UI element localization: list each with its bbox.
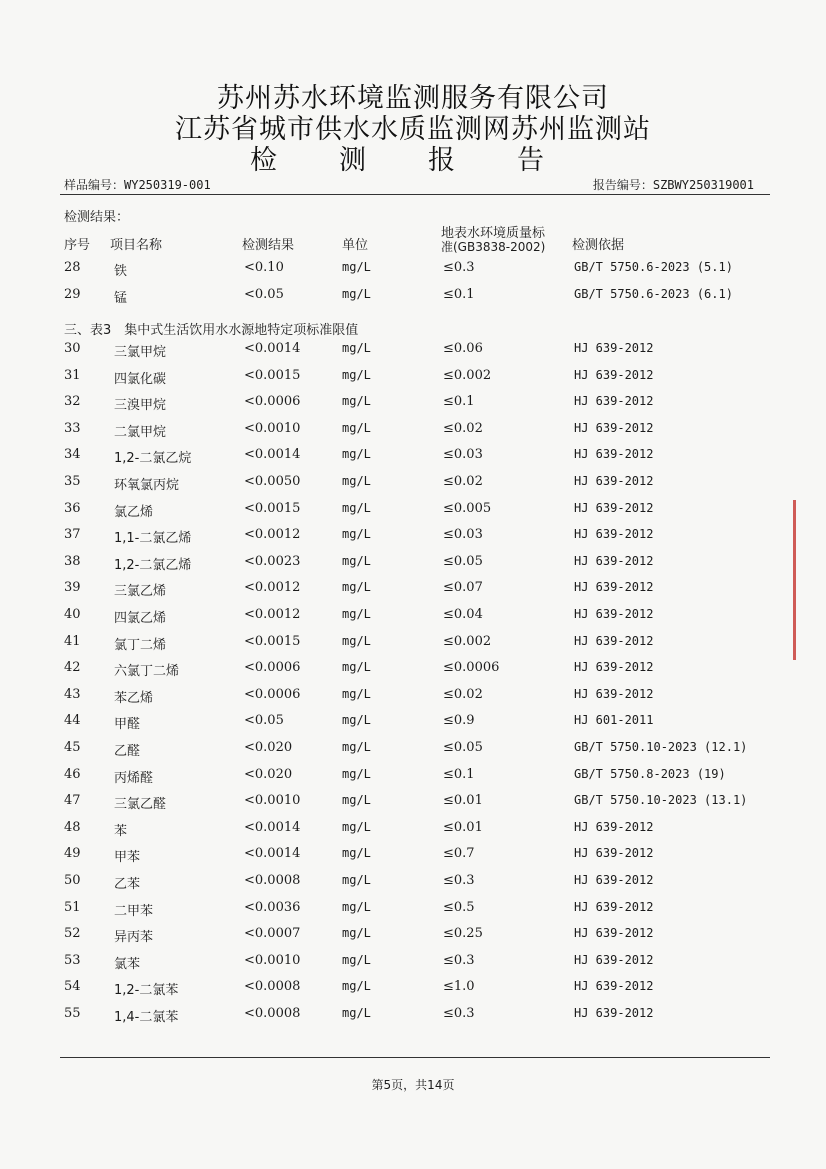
unit: mg/L [342, 367, 371, 382]
result-value: <0.0015 [244, 500, 301, 516]
row-number: 51 [64, 899, 81, 915]
item-name: 1,1-二氯乙烯 [114, 531, 192, 547]
item-name: 氯丁二烯 [114, 637, 167, 653]
result-value: <0.0014 [244, 846, 301, 862]
table-row [0, 713, 826, 735]
row-number: 33 [64, 420, 81, 436]
result-value: <0.0015 [244, 367, 301, 383]
unit: mg/L [342, 686, 371, 701]
table-row [0, 287, 826, 309]
unit: mg/L [342, 846, 371, 861]
test-basis: HJ 601-2011 [574, 713, 654, 728]
standard-limit: ≤0.01 [443, 819, 483, 835]
unit: mg/L [342, 766, 371, 781]
standard-limit: ≤1.0 [443, 979, 475, 995]
test-basis: HJ 639-2012 [574, 580, 654, 595]
row-number: 54 [64, 979, 81, 995]
item-name: 四氯化碳 [114, 371, 167, 387]
test-basis: HJ 639-2012 [574, 686, 654, 701]
table-row [0, 394, 826, 416]
standard-limit: ≤0.06 [443, 341, 483, 356]
unit: mg/L [342, 979, 371, 994]
row-number: 37 [64, 527, 81, 543]
result-value: <0.020 [244, 740, 293, 755]
col-basis: 检测依据 [572, 238, 625, 253]
unit: mg/L [342, 553, 371, 568]
item-name: 氯苯 [114, 956, 141, 972]
company-name: 苏州苏水环境监测服务有限公司 [217, 83, 609, 114]
result-value: <0.0006 [244, 686, 301, 702]
item-name: 1,4-二氯苯 [114, 1010, 179, 1025]
unit: mg/L [342, 633, 371, 648]
unit: mg/L [342, 952, 371, 967]
section-title: 三、表3 集中式生活饮用水水源地特定项标准限值 [64, 323, 359, 338]
report-title: 检测报告 [250, 145, 606, 176]
item-name: 1,2-二氯苯 [114, 983, 179, 999]
result-value: <0.10 [244, 260, 284, 275]
table-row [0, 554, 826, 576]
item-name: 铁 [114, 264, 128, 279]
result-value: <0.0010 [244, 952, 301, 968]
standard-limit: ≤0.3 [443, 873, 475, 888]
item-name: 三氯甲烷 [114, 345, 167, 360]
unit: mg/L [342, 527, 371, 542]
standard-limit: ≤0.0006 [443, 660, 500, 676]
standard-limit: ≤0.9 [443, 713, 475, 729]
standard-limit: ≤0.3 [443, 1006, 475, 1021]
row-number: 30 [64, 341, 81, 356]
row-number: 50 [64, 873, 81, 888]
table-row [0, 447, 826, 469]
result-value: <0.0006 [244, 660, 301, 676]
test-basis: GB/T 5750.10-2023 (12.1) [574, 740, 748, 754]
standard-limit: ≤0.03 [443, 527, 483, 543]
item-name: 四氯乙烯 [114, 611, 167, 626]
test-basis: HJ 639-2012 [574, 1006, 654, 1020]
test-basis: HJ 639-2012 [574, 367, 654, 382]
standard-limit: ≤0.05 [443, 553, 483, 569]
result-value: <0.0006 [244, 394, 301, 410]
col-result: 检测结果 [242, 238, 295, 253]
unit: mg/L [342, 607, 371, 621]
table-row [0, 527, 826, 549]
item-name: 乙醛 [114, 744, 141, 759]
result-value: <0.0008 [244, 873, 301, 888]
row-number: 39 [64, 580, 81, 596]
test-basis: HJ 639-2012 [574, 420, 654, 435]
table-row [0, 900, 826, 922]
test-basis: HJ 639-2012 [574, 952, 654, 967]
table-row [0, 260, 826, 282]
item-name: 乙苯 [114, 877, 141, 892]
results-label: 检测结果： [64, 210, 130, 225]
table-row [0, 873, 826, 895]
item-name: 甲醛 [114, 717, 141, 733]
unit: mg/L [342, 899, 371, 914]
unit: mg/L [342, 660, 371, 675]
item-name: 锰 [114, 290, 128, 306]
item-name: 三氯乙烯 [114, 584, 167, 600]
unit: mg/L [342, 500, 371, 515]
table-row [0, 501, 826, 523]
sample-number: 样品编号：WY250319-001 [64, 178, 211, 192]
standard-limit: ≤0.1 [443, 394, 475, 410]
station-name: 江苏省城市供水水质监测网苏州监测站 [175, 114, 651, 145]
row-number: 43 [64, 686, 81, 702]
result-value: <0.0015 [244, 633, 301, 649]
standard-limit: ≤0.005 [443, 500, 492, 516]
item-name: 甲苯 [114, 850, 141, 866]
footer-divider [60, 1057, 770, 1058]
table-row [0, 474, 826, 496]
standard-limit: ≤0.03 [443, 447, 483, 463]
item-name: 苯 [114, 823, 128, 839]
col-standard-line1: 地表水环境质量标 [441, 226, 546, 241]
result-value: <0.0012 [244, 527, 301, 543]
standard-limit: ≤0.1 [443, 766, 475, 782]
row-number: 53 [64, 952, 81, 968]
item-name: 六氯丁二烯 [114, 664, 180, 680]
table-row [0, 953, 826, 975]
row-number: 34 [64, 447, 81, 463]
unit: mg/L [342, 819, 371, 834]
row-number: 44 [64, 713, 81, 729]
standard-limit: ≤0.7 [443, 846, 475, 862]
row-number: 48 [64, 819, 81, 835]
table-row [0, 687, 826, 709]
test-basis: HJ 639-2012 [574, 447, 654, 462]
table-row [0, 926, 826, 948]
result-value: <0.0008 [244, 979, 301, 995]
result-value: <0.0050 [244, 474, 301, 489]
standard-limit: ≤0.02 [443, 474, 483, 489]
row-number: 52 [64, 926, 81, 942]
result-value: <0.05 [244, 286, 284, 302]
unit: mg/L [342, 740, 371, 754]
standard-limit: ≤0.01 [443, 793, 483, 809]
unit: mg/L [342, 394, 371, 409]
standard-limit: ≤0.04 [443, 607, 483, 622]
item-name: 环氧氯丙烷 [114, 478, 180, 493]
row-number: 47 [64, 793, 81, 809]
table-row [0, 660, 826, 682]
row-number: 46 [64, 766, 81, 782]
test-basis: HJ 639-2012 [574, 899, 654, 914]
test-basis: HJ 639-2012 [574, 474, 654, 488]
test-basis: HJ 639-2012 [574, 633, 654, 648]
table-row [0, 580, 826, 602]
row-number: 45 [64, 740, 81, 755]
result-value: <0.0012 [244, 580, 301, 596]
standard-limit: ≤0.02 [443, 420, 483, 436]
row-number: 32 [64, 394, 81, 410]
test-basis: HJ 639-2012 [574, 341, 654, 355]
result-value: <0.020 [244, 766, 293, 782]
result-value: <0.0010 [244, 420, 301, 436]
test-basis: HJ 639-2012 [574, 979, 654, 994]
table-header [0, 222, 826, 254]
row-number: 42 [64, 660, 81, 676]
unit: mg/L [342, 926, 371, 941]
test-basis: HJ 639-2012 [574, 660, 654, 675]
table-row [0, 607, 826, 629]
header-divider [60, 194, 770, 195]
test-basis: HJ 639-2012 [574, 553, 654, 568]
standard-limit: ≤0.1 [443, 286, 475, 302]
standard-limit: ≤0.07 [443, 580, 483, 596]
test-basis: GB/T 5750.10-2023 (13.1) [574, 793, 748, 808]
row-number: 31 [64, 367, 81, 383]
result-value: <0.0014 [244, 341, 301, 356]
col-standard-line2: 准(GB3838-2002) [441, 240, 546, 254]
standard-limit: ≤0.5 [443, 899, 475, 915]
table-row [0, 341, 826, 363]
row-number: 29 [64, 286, 81, 302]
result-value: <0.0012 [244, 607, 301, 622]
unit: mg/L [342, 420, 371, 435]
report-number: 报告编号：SZBWY250319001 [592, 178, 754, 192]
row-number: 40 [64, 607, 81, 622]
col-no: 序号 [64, 238, 91, 253]
unit: mg/L [342, 260, 371, 274]
test-basis: HJ 639-2012 [574, 926, 654, 941]
row-number: 28 [64, 260, 81, 275]
table-row [0, 1006, 826, 1028]
result-value: <0.0014 [244, 447, 301, 463]
table-row [0, 634, 826, 656]
unit: mg/L [342, 580, 371, 595]
standard-limit: ≤0.02 [443, 686, 483, 702]
page-number: 第5页，共14页 [371, 1078, 455, 1092]
standard-limit: ≤0.25 [443, 926, 483, 942]
result-value: <0.0023 [244, 553, 301, 569]
row-number: 41 [64, 633, 81, 649]
test-basis: GB/T 5750.6-2023 (5.1) [574, 260, 733, 274]
item-name: 二甲苯 [114, 903, 154, 919]
table-row [0, 767, 826, 789]
test-basis: HJ 639-2012 [574, 873, 654, 887]
table-row [0, 979, 826, 1001]
test-basis: HJ 639-2012 [574, 846, 654, 861]
item-name: 苯乙烯 [114, 690, 154, 706]
unit: mg/L [342, 341, 371, 355]
table-row [0, 793, 826, 815]
table-row [0, 421, 826, 443]
test-basis: HJ 639-2012 [574, 527, 654, 542]
table-row [0, 368, 826, 390]
item-name: 丙烯醛 [114, 770, 154, 786]
result-value: <0.0010 [244, 793, 301, 809]
item-name: 1,2-二氯乙烷 [114, 451, 192, 467]
col-name: 项目名称 [110, 238, 163, 253]
result-value: <0.0014 [244, 819, 301, 835]
item-name: 二氯甲烷 [114, 424, 167, 440]
item-name: 三溴甲烷 [114, 398, 167, 414]
unit: mg/L [342, 873, 371, 887]
result-value: <0.05 [244, 713, 284, 729]
unit: mg/L [342, 286, 371, 301]
test-basis: HJ 639-2012 [574, 819, 654, 834]
standard-limit: ≤0.05 [443, 740, 483, 755]
table-row [0, 740, 826, 762]
standard-limit: ≤0.002 [443, 367, 492, 383]
test-basis: GB/T 5750.8-2023 (19) [574, 766, 726, 781]
test-basis: HJ 639-2012 [574, 607, 654, 621]
row-number: 35 [64, 474, 81, 489]
col-unit: 单位 [342, 238, 369, 253]
table-row [0, 846, 826, 868]
item-name: 氯乙烯 [114, 504, 154, 520]
standard-limit: ≤0.3 [443, 952, 475, 968]
test-basis: HJ 639-2012 [574, 394, 654, 409]
test-basis: HJ 639-2012 [574, 500, 654, 515]
unit: mg/L [342, 474, 371, 488]
test-basis: GB/T 5750.6-2023 (6.1) [574, 286, 733, 301]
item-name: 异丙苯 [114, 930, 154, 946]
item-name: 三氯乙醛 [114, 797, 167, 813]
unit: mg/L [342, 447, 371, 462]
table-row [0, 820, 826, 842]
standard-limit: ≤0.3 [443, 260, 475, 275]
result-value: <0.0007 [244, 926, 301, 942]
row-number: 49 [64, 846, 81, 862]
item-name: 1,2-二氯乙烯 [114, 557, 192, 573]
unit: mg/L [342, 793, 371, 808]
row-number: 36 [64, 500, 81, 516]
standard-limit: ≤0.002 [443, 633, 492, 649]
unit: mg/L [342, 1006, 371, 1020]
result-value: <0.0036 [244, 899, 301, 915]
unit: mg/L [342, 713, 371, 728]
row-number: 55 [64, 1006, 81, 1021]
seal-stamp [793, 500, 822, 660]
result-value: <0.0008 [244, 1006, 301, 1021]
row-number: 38 [64, 553, 81, 569]
